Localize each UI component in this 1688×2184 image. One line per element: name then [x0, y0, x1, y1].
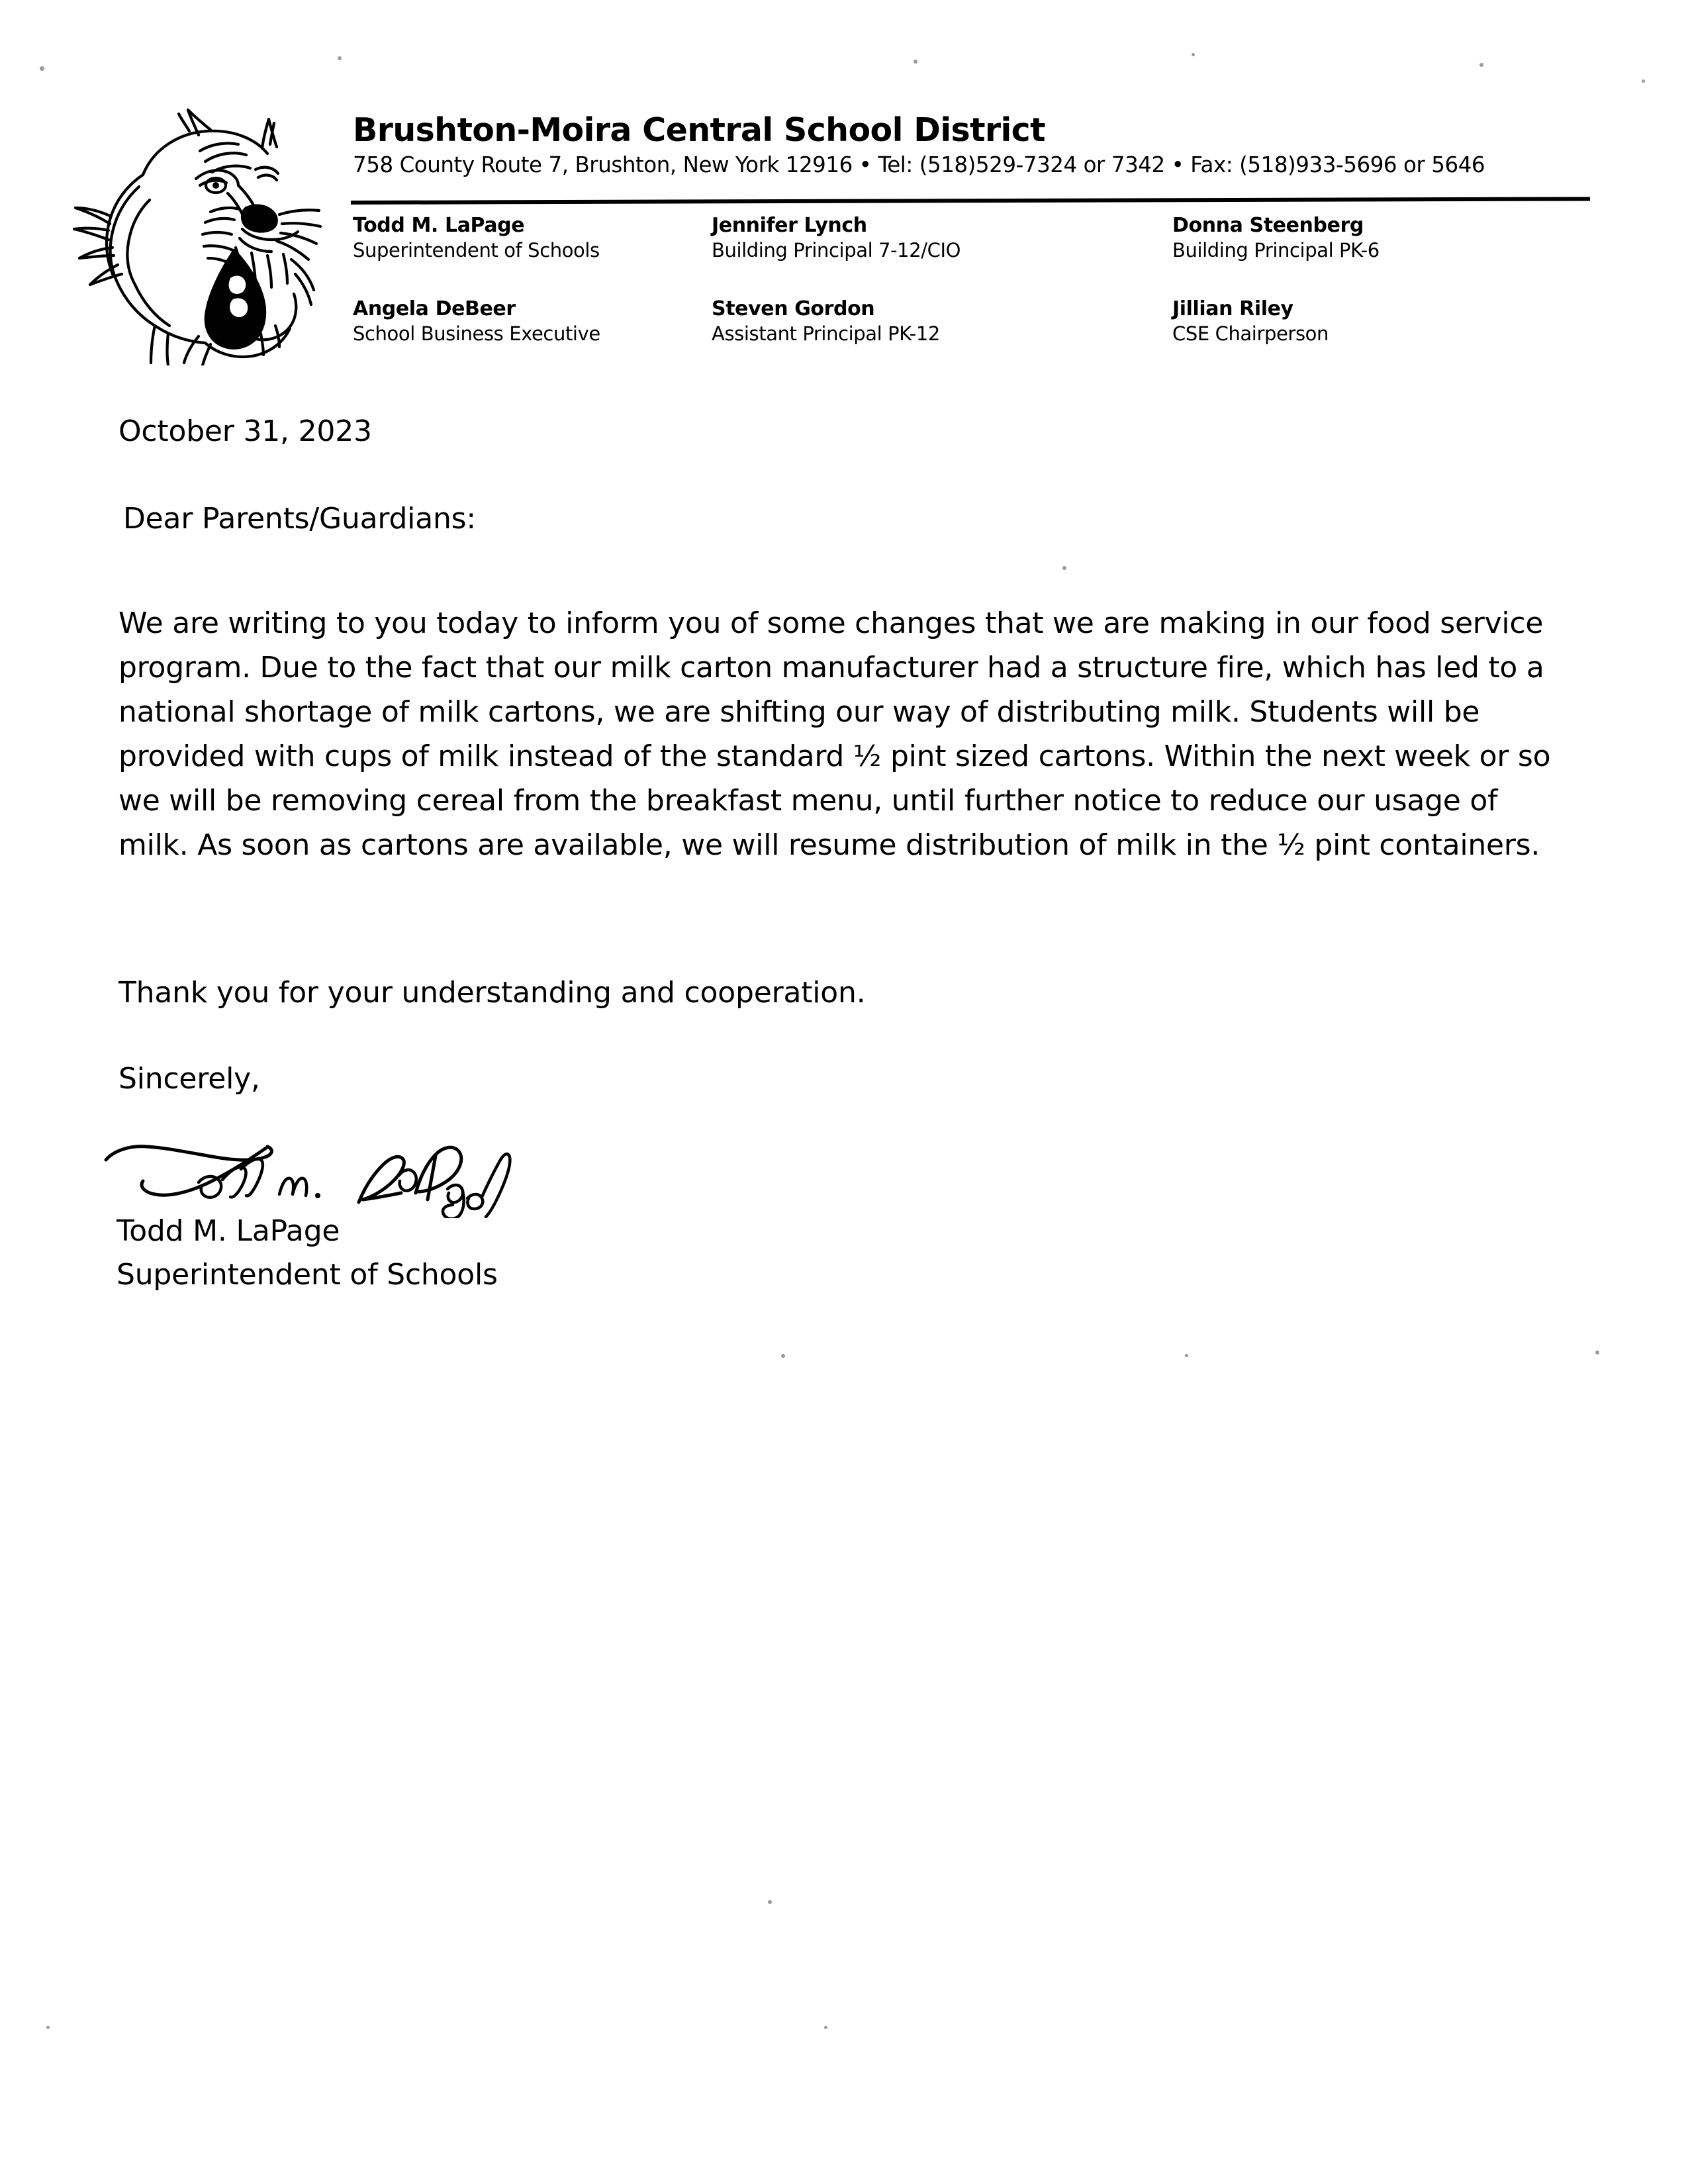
staff-entry-jillian-riley: [1172, 298, 1329, 345]
staff-entry-steven-gordon: [712, 298, 940, 345]
scan-speck: [768, 1900, 772, 1904]
staff-directory: [353, 214, 1611, 371]
letter-salutation: Dear Parents/Guardians:: [123, 502, 477, 536]
staff-title: CSE Chairperson: [1172, 322, 1329, 345]
staff-entry-donna-steenberg: [1172, 214, 1380, 261]
staff-row: [353, 214, 1611, 287]
scan-speck: [781, 1354, 785, 1358]
staff-title: School Business Executive: [353, 322, 600, 345]
staff-name: Donna Steenberg: [1172, 214, 1364, 237]
scan-speck: [824, 2026, 827, 2029]
letter-closing: Sincerely,: [118, 1062, 260, 1096]
district-name: Brushton-Moira Central School District: [353, 111, 1045, 149]
letter-thanks: Thank you for your understanding and cooperation.: [118, 976, 866, 1010]
staff-title: Building Principal 7-12/CIO: [712, 239, 961, 261]
handwritten-signature: [99, 1119, 616, 1218]
district-address: 758 County Route 7, Brushton, New York 12916 • Tel: (518)529-7324 or 7342 • Fax: (518)933-5696 or 5646: [353, 152, 1485, 177]
staff-title: Superintendent of Schools: [353, 239, 600, 261]
letter-paragraph: We are writing to you today to inform you of some changes that we are making in our food service program. Due to the fact that our milk carton manufacturer had a structure fire, which has led to a national shortage of milk cartons, we are shifting our way of distributing milk. Students will be provided with cups of milk instead of the standard ½ pint sized cartons. Within the next week or so we will be removing cereal from the breakfast menu, until further notice to reduce our usage of milk. As soon as cartons are available, we will resume distribution of milk in the ½ pint containers.: [118, 606, 1551, 862]
staff-entry-todd-lapage: [353, 214, 600, 261]
letterhead-divider: [351, 197, 1590, 205]
signer-name: Todd M. LaPage: [117, 1214, 340, 1248]
letterhead: [0, 0, 1688, 371]
wildcat-head-icon: [69, 101, 327, 365]
staff-entry-jennifer-lynch: [712, 214, 961, 261]
scan-speck: [1062, 566, 1066, 570]
scan-speck: [1185, 1354, 1188, 1357]
staff-name: Todd M. LaPage: [353, 214, 525, 237]
staff-name: Jillian Riley: [1172, 297, 1293, 320]
staff-name: Steven Gordon: [712, 297, 875, 320]
staff-name: Angela DeBeer: [353, 297, 516, 320]
staff-name: Jennifer Lynch: [712, 214, 867, 237]
staff-title: Building Principal PK-6: [1172, 239, 1380, 261]
staff-title: Assistant Principal PK-12: [712, 322, 940, 345]
signer-title: Superintendent of Schools: [117, 1258, 498, 1292]
scan-speck: [1595, 1351, 1599, 1354]
letter-date: October 31, 2023: [118, 414, 372, 448]
staff-entry-angela-debeer: [353, 298, 600, 345]
scan-speck: [46, 2026, 50, 2029]
staff-row: [353, 298, 1611, 371]
